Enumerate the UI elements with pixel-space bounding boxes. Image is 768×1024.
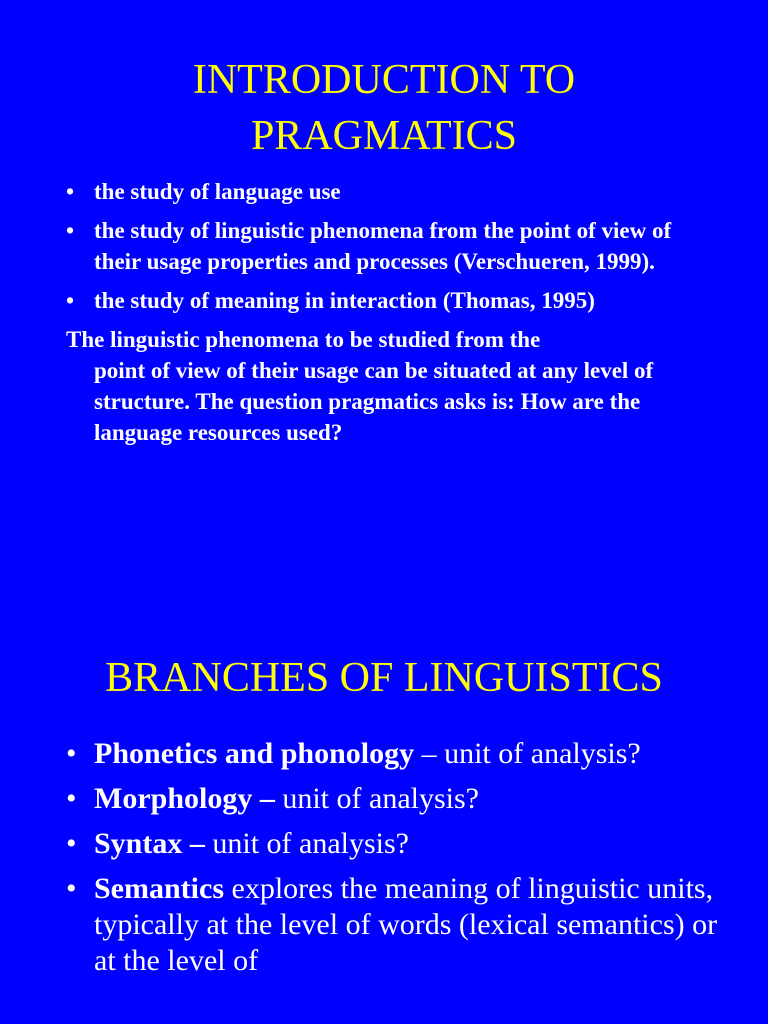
list-item	[0, 736, 768, 772]
bullet-icon: •	[66, 737, 77, 770]
branches-list	[0, 736, 768, 979]
bullet-icon: •	[66, 179, 75, 204]
slide-branches	[0, 600, 768, 1024]
branch-term: Phonetics and phonology	[94, 737, 415, 770]
definition-list	[0, 176, 768, 316]
branch-text: explores the meaning of linguistic units, typically at the level of words (lexical semantics) or at the level of	[94, 872, 718, 977]
list-item	[0, 871, 768, 979]
list-item	[0, 781, 768, 817]
slide-title	[0, 0, 768, 164]
list-item	[0, 285, 768, 316]
branch-text: unit of analysis?	[274, 782, 479, 815]
bullet-icon: •	[66, 782, 77, 815]
list-item	[0, 826, 768, 862]
list-item-text: the study of meaning in interaction (Thomas, 1995)	[94, 288, 595, 313]
list-item	[0, 215, 768, 277]
paragraph-continuation: point of view of their usage can be situated at any level of structure. The question pragmatics asks is: How are the language resources used?	[94, 358, 654, 445]
list-item-text: the study of language use	[94, 179, 341, 204]
bullet-icon: •	[66, 872, 77, 905]
slide-title: BRANCHES OF LINGUISTICS	[105, 655, 663, 701]
branch-text: unit of analysis?	[204, 827, 409, 860]
branch-term: Syntax –	[94, 827, 205, 860]
branch-term: Morphology –	[94, 782, 275, 815]
title-line-2: PRAGMATICS	[250, 113, 518, 159]
paragraph-first-line: The linguistic phenomena to be studied from the	[66, 327, 541, 352]
bullet-icon: •	[66, 288, 75, 313]
bullet-icon: •	[66, 218, 75, 243]
body-paragraph	[66, 324, 718, 448]
list-item	[0, 176, 768, 207]
list-item-text: the study of linguistic phenomena from the point of view of their usage properties and processes (Verschueren, 1999).	[94, 218, 672, 274]
bullet-icon: •	[66, 827, 77, 860]
title-line-1: INTRODUCTION TO	[192, 57, 576, 103]
branch-text: – unit of analysis?	[414, 737, 641, 770]
branch-term: Semantics	[94, 872, 224, 905]
